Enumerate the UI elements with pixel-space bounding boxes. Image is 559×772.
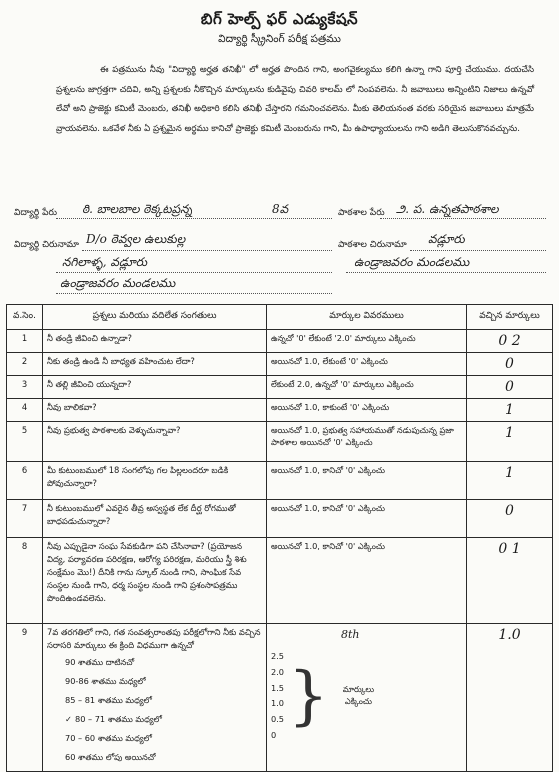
school-address-value-1[interactable]: వడ్లూరు — [428, 232, 465, 246]
marks-detail: అయినచో 1.0, లేకుంటే '0' ఎక్కించు — [267, 353, 467, 376]
table-row — [7, 399, 553, 422]
header-sno: వ.సెం. — [7, 305, 43, 330]
percentage-ranges — [65, 653, 262, 767]
instructions-text: ఈ పత్రమును నీవు "విద్యార్థి అర్హత తనిఖీ" లో అర్హత పొందిన గాని, అంగవైకల్యము కలిగి ఉన్నా గాని పూర్తి చేయుము. దయచేసి ప్రశ్నలను జాగ్రత్తగా చదివి, అన్ని ప్రశ్నలకు నీకొచ్చిన మార్కులను కుడివైపు చివరి కాలమ్ లో నింపవలెను. నీ జవాబులు అన్నింటిని నిజాలు ఉన్నవో లేవో అని ప్రాజెక్టు కమిటీ మెంబరు, తనిఖీ అధికారి కలిసి తనిఖీ చేస్తారని గమనించవలెను. మీకు తెలియనంత వరకు సరియైన జవాబులు మాత్రమే వ్రాయవలెను. ఒకవేళ నీకు ఏ ప్రశ్నమైన అర్థము కానిచో ప్రాజెక్టు కమిటీ మెంబరును గాని, మీ ఉపాధ్యాయులను గాని అడిగి తెలుసుకొనవచ్చును. — [56, 65, 534, 134]
marks-detail: అయినచో 1.0, కానిచో '0' ఎక్కించు — [267, 538, 467, 624]
scale-value: 0.5 — [271, 714, 285, 725]
range-item: 85 – 81 శాతము మధ్యలో — [65, 695, 152, 705]
school-name-label: పాఠశాల పేరు — [338, 208, 385, 218]
class-value[interactable]: 8వ — [272, 202, 289, 216]
question-text: నీ కుటుంబములో ఎవరైన తీవ్ర అస్వస్థత లేక దీర్ఘ రోగముతో బాధపడుచున్నారా? — [43, 500, 267, 538]
scale-value: 2.5 — [271, 651, 285, 661]
question-text: నీవు ప్రభుత్వ పాఠశాలకు వెళ్ళుచున్నావా? — [43, 422, 267, 462]
marks-detail — [267, 624, 467, 772]
table-row — [7, 624, 553, 772]
row-number: 9 — [7, 624, 43, 772]
question-text: నీవు బాలికవా? — [43, 399, 267, 422]
mark-scale — [271, 649, 284, 744]
check-mark-icon: ✓ — [65, 714, 72, 724]
marks-obtained[interactable]: 0 — [467, 500, 553, 538]
table-row — [7, 330, 553, 353]
school-address-label: పాఠశాల చిరునామా — [338, 240, 407, 250]
marks-detail: అయినచో 1.0, కానిచో '0' ఎక్కించు — [267, 462, 467, 500]
marks-detail: అయినచో 1.0, కానిచో '0' ఎక్కించు — [267, 500, 467, 538]
table-header-row — [7, 305, 553, 330]
marks-obtained[interactable]: 0 1 — [467, 538, 553, 624]
address-line-1 — [82, 250, 332, 251]
marks-detail: అయినచో 1.0, కాకుంటే '0' ఎక్కించు — [267, 399, 467, 422]
school-address-line-2 — [346, 272, 546, 273]
row-number: 5 — [7, 422, 43, 462]
range-item: 90-86 శాతము మధ్యలో — [65, 676, 146, 686]
instructions — [56, 61, 534, 139]
question-text: మీ కుటుంబములో 18 సంగలోపు గల పిల్లలందరూ బడికి పోవుచున్నారా? — [43, 462, 267, 500]
question-text: నీకు తండ్రి ఉండి నీ బాధ్యత వహించుట లేదా? — [43, 353, 267, 376]
school-name-value[interactable]: ౨. ప. ఉన్నతపాఠశాల — [396, 202, 499, 216]
row-number: 6 — [7, 462, 43, 500]
table-row — [7, 538, 553, 624]
scale-value: 0 — [271, 729, 277, 740]
address-value-2[interactable]: నగిలాళ్ళ, వడ్లూరు — [62, 255, 148, 269]
question-text: నీ తండ్రి జీవించి ఉన్నాడా? — [43, 330, 267, 353]
marks-detail: అయినచో 1.0, ప్రభుత్వ సహాయముతో నడుపుచున్న ప్రజా పాఠశాల అయినచో '0' ఎక్కించు — [267, 422, 467, 462]
marks-instruction: మార్కులు ఎక్కించు — [342, 684, 375, 707]
student-name-value[interactable]: ఠి. బాలబాల ఠెక్కటప్రన్న — [82, 202, 193, 216]
row-number: 3 — [7, 376, 43, 399]
range-item: 70 – 60 శాతము మధ్యలో — [65, 733, 152, 743]
table-row — [7, 500, 553, 538]
table-row — [7, 462, 553, 500]
scale-value: 2.0 — [271, 666, 285, 677]
header-question: ప్రశ్నలు మరియు వదిలేత సంగతులు — [43, 305, 267, 330]
address-value-3[interactable]: ఉండ్రాజవరం మండలము — [60, 276, 176, 290]
row-number: 4 — [7, 399, 43, 422]
marks-obtained[interactable]: 1.0 — [467, 624, 553, 772]
school-address-value-2[interactable]: ఉండ్రాజవరం మండలము — [354, 255, 470, 269]
marks-obtained[interactable]: 1 — [467, 399, 553, 422]
marks-obtained[interactable]: 0 — [467, 353, 553, 376]
question-text: నీ తల్లి జీవించి యున్నదా? — [43, 376, 267, 399]
range-item: ✓ 80 – 71 శాతము మధ్యలో — [65, 710, 262, 729]
row-number: 8 — [7, 538, 43, 624]
header-marks-detail: మార్కుల వివరములు — [267, 305, 467, 330]
question-9-text: 7వ తరగతిలో గాని, గత సంవత్సరాంతపు పరీక్షలోగాని నీకు వచ్చిన సరాసరి మార్కులు ఈ క్రింది విధముగా ఉన్నచో — [47, 627, 261, 650]
marks-detail: లేకుంటే 2.0, ఉన్నచో '0' మార్కులు ఎక్కించు — [267, 376, 467, 399]
school-address-line-1 — [410, 250, 546, 251]
header-marks-obtained: వచ్చిన మార్కులు — [467, 305, 553, 330]
scale-value: 1.5 — [271, 682, 285, 693]
range-item: 90 శాతము దాటినచో — [65, 657, 135, 667]
handwritten-note: 8th — [341, 628, 360, 641]
table-row — [7, 353, 553, 376]
address-line-2 — [56, 272, 332, 273]
question-text — [43, 624, 267, 772]
address-line-3 — [56, 293, 332, 294]
range-item: 60 శాతము లోపు అయినచో — [65, 752, 156, 762]
row-number: 7 — [7, 500, 43, 538]
marks-obtained[interactable]: 1 — [467, 422, 553, 462]
brace-icon: } — [288, 659, 329, 734]
question-text: నీవు ఎప్పుడైనా సంఘ సేవకుడిగా పని చేసినావా? (ప్రయోజన విద్య, పర్యావరణ పరిరక్షణ, ఆరోగ్య పరిరక్షణ, మరియు స్త్రీ శిశు సంక్షేమం మొ!) దీనికి గాను స్కూల్ నుండి గాని, సాంఘిక సేవ సంస్థల నుండి గాని, ధర్మ సంస్థల నుండి గాని ప్రశంసాపత్రము పొందిఉండవలెను. — [43, 538, 267, 624]
address-value-1[interactable]: D/o ఠెవ్వల ఉలుకుల్ల — [86, 232, 186, 246]
scale-value: 1.0 — [271, 698, 285, 709]
questions-table — [6, 304, 553, 772]
marks-obtained[interactable]: 0 2 — [467, 330, 553, 353]
row-number: 1 — [7, 330, 43, 353]
marks-obtained[interactable]: 0 — [467, 376, 553, 399]
marks-detail: ఉన్నచో '0' లేకుంటే '2.0' మార్కులు ఎక్కించు — [267, 330, 467, 353]
page-subtitle: విద్యార్థి స్క్రీనింగ్ పరీక్ష పత్రము — [218, 33, 341, 45]
marks-obtained[interactable]: 1 — [467, 462, 553, 500]
row-number: 2 — [7, 353, 43, 376]
address-label: విద్యార్థి చిరునామా — [14, 240, 79, 250]
page-title: బిగ్ హెల్ప్ ఫర్ ఎడ్యుకేషన్ — [200, 10, 359, 28]
table-row — [7, 422, 553, 462]
table-row — [7, 376, 553, 399]
student-name-label: విద్యార్థి పేరు — [14, 208, 57, 218]
